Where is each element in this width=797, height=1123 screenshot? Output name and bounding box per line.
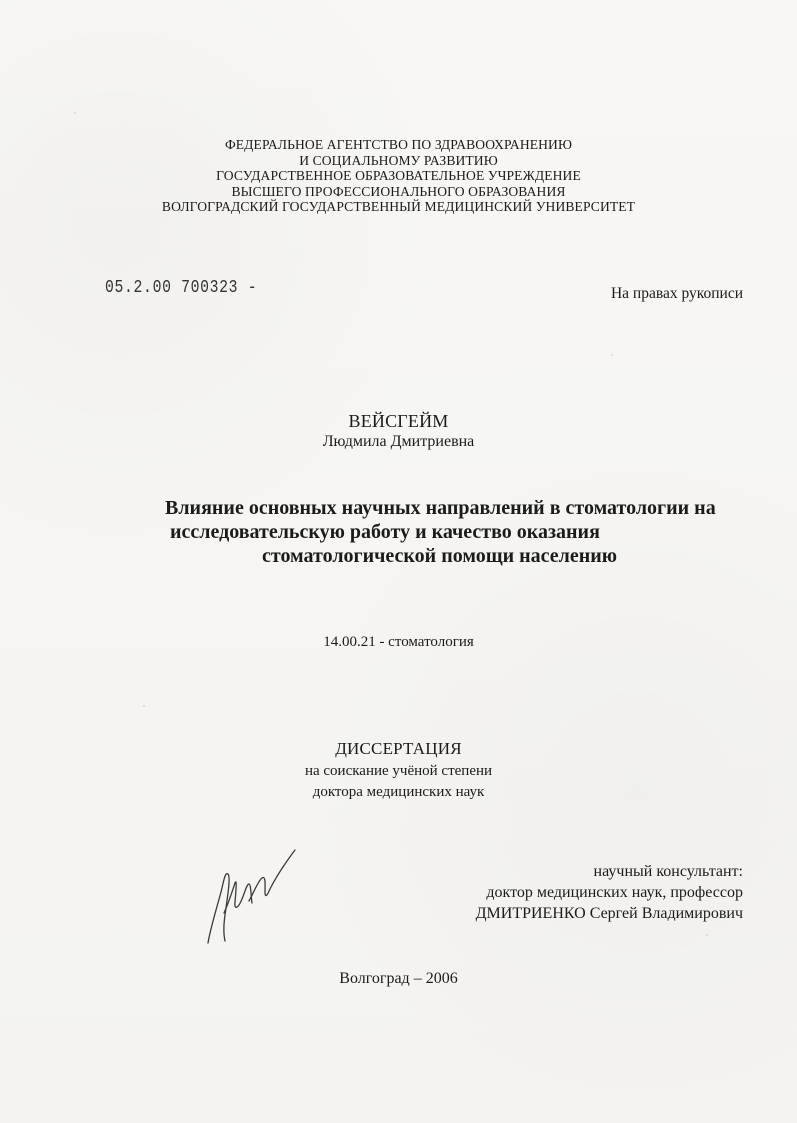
header-line: ГОСУДАРСТВЕННОЕ ОБРАЗОВАТЕЛЬНОЕ УЧРЕЖДЕНИЕ <box>216 168 581 184</box>
degree-purpose-line: доктора медицинских наук <box>312 784 485 800</box>
consultant-role: научный консультант: <box>593 863 743 880</box>
dissertation-title <box>132 496 752 568</box>
scan-speckle <box>706 934 708 936</box>
archive-stamp-code: 05.2.00 700323 - <box>105 278 258 298</box>
scan-speckle <box>143 705 145 707</box>
dissertation-type: ДИССЕРТАЦИЯ <box>335 739 462 758</box>
specialty-code: 14.00.21 - стоматология <box>323 634 474 650</box>
institution-header <box>0 137 797 215</box>
header-line: И СОЦИАЛЬНОМУ РАЗВИТИЮ <box>299 152 498 168</box>
degree-purpose-line: на соискание учёной степени <box>304 763 493 779</box>
scan-speckle <box>74 112 76 114</box>
place-and-year: Волгоград – 2006 <box>339 970 458 987</box>
header-line: ВЫСШЕГО ПРОФЕССИОНАЛЬНОГО ОБРАЗОВАНИЯ <box>231 183 566 199</box>
consultant-degree: доктор медицинских наук, профессор <box>486 884 743 901</box>
handwritten-signature <box>186 847 306 957</box>
header-line: ФЕДЕРАЛЬНОЕ АГЕНТСТВО ПО ЗДРАВООХРАНЕНИЮ <box>224 137 573 152</box>
header-line: ВОЛГОГРАДСКИЙ ГОСУДАРСТВЕННЫЙ МЕДИЦИНСКИЙ УНИВЕРСИТЕТ <box>161 199 636 215</box>
consultant-name: ДМИТРИЕНКО Сергей Владимирович <box>475 905 743 922</box>
manuscript-rights-note: На правах рукописи <box>610 285 743 302</box>
author-surname: ВЕЙСГЕЙМ <box>348 411 449 431</box>
title-line: Влияние основных научных направлений в стоматологии на <box>165 497 716 519</box>
title-line: исследовательскую работу и качество оказания <box>170 521 600 543</box>
scientific-consultant <box>403 861 743 924</box>
scan-speckle <box>611 354 613 356</box>
title-line: стоматологической помощи населению <box>262 545 618 567</box>
author-given-names: Людмила Дмитриевна <box>322 433 475 450</box>
signature-stroke <box>249 850 295 901</box>
